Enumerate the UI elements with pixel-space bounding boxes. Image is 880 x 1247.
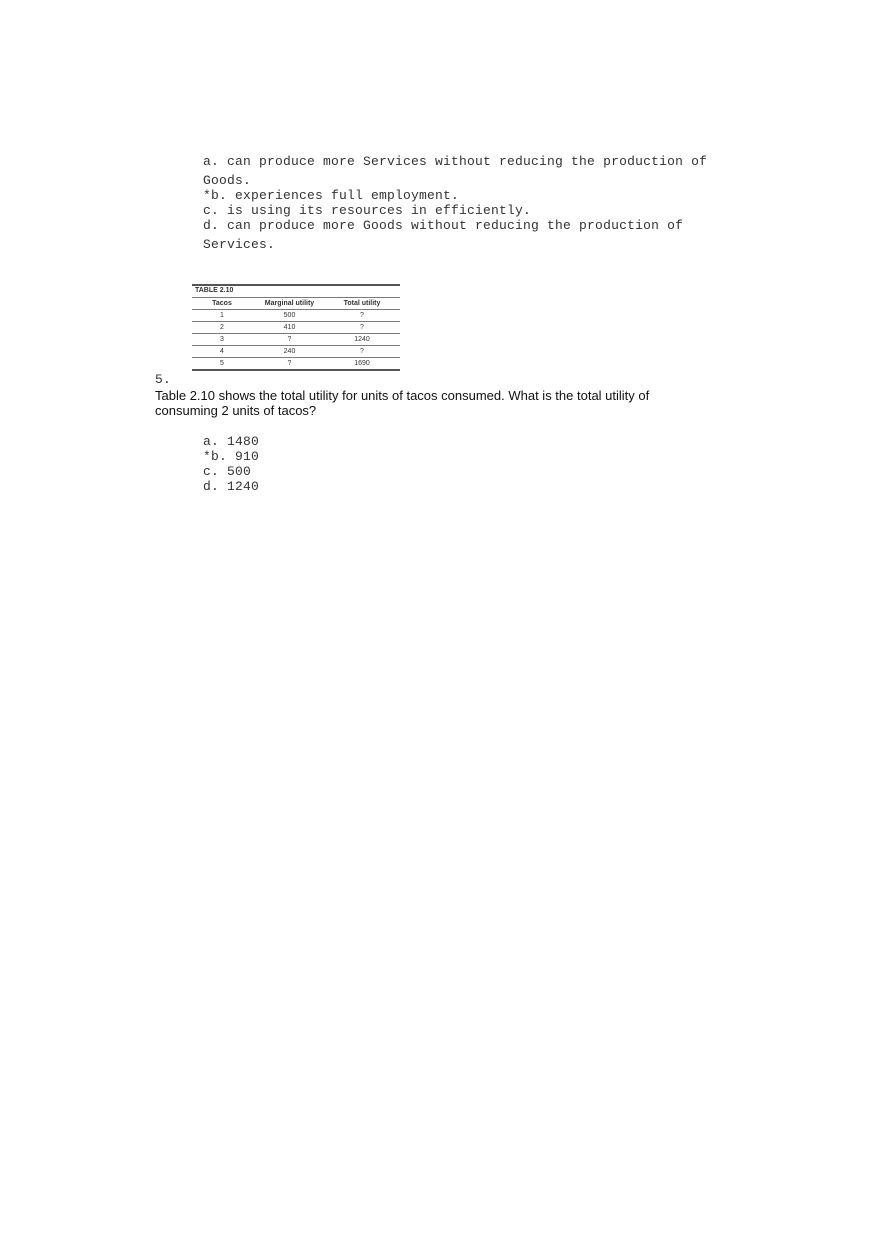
table-cell: 5 bbox=[220, 360, 224, 367]
table-header-top-rule bbox=[192, 297, 400, 298]
answer-option-a: a. 1480 bbox=[203, 434, 260, 449]
table-cell: ? bbox=[360, 348, 364, 355]
table-row-rule bbox=[192, 333, 400, 334]
option-c: c. is using its resources in efficiently. bbox=[203, 203, 532, 218]
option-a-line-2: Goods. bbox=[203, 173, 252, 188]
table-cell: 500 bbox=[283, 312, 296, 319]
question-number: 5. bbox=[155, 372, 172, 387]
table-cell: 410 bbox=[283, 324, 296, 331]
table-cell: 4 bbox=[220, 348, 224, 355]
answer-option-d: d. 1240 bbox=[203, 479, 260, 494]
table-cell: 240 bbox=[283, 348, 296, 355]
table-figure bbox=[192, 284, 400, 370]
table-header-total-utility: Total utility bbox=[343, 300, 381, 307]
table-row-rule bbox=[192, 321, 400, 322]
question-text: Table 2.10 shows the total utility for units of tacos consumed. What is the total utility of consuming 2 units of tacos? bbox=[155, 388, 650, 418]
table-header-bottom-rule bbox=[192, 309, 400, 310]
table-top-rule bbox=[192, 284, 400, 286]
option-d-line-1: d. can produce more Goods without reducing the production of bbox=[203, 218, 684, 233]
table-cell: ? bbox=[287, 360, 292, 367]
table-cell: 1690 bbox=[354, 360, 370, 367]
answer-option-b: *b. 910 bbox=[203, 449, 260, 464]
option-d-line-2: Services. bbox=[203, 237, 276, 252]
table-cell: 3 bbox=[220, 336, 224, 343]
table-row-rule bbox=[192, 345, 400, 346]
table-cell: 2 bbox=[220, 324, 224, 331]
table-row-rule bbox=[192, 357, 400, 358]
table-header-tacos: Tacos bbox=[212, 300, 232, 307]
option-a-line-1: a. can produce more Services without reducing the production of bbox=[203, 154, 708, 169]
table-title: TABLE 2.10 bbox=[195, 287, 234, 294]
table-cell: 1 bbox=[220, 312, 224, 319]
table-cell: ? bbox=[287, 336, 292, 343]
option-b: *b. experiences full employment. bbox=[203, 188, 460, 203]
table-cell: ? bbox=[360, 312, 364, 319]
table-cell: 1240 bbox=[354, 336, 370, 343]
answer-option-c: c. 500 bbox=[203, 464, 252, 479]
table-header-marginal-utility: Marginal utility bbox=[264, 300, 315, 307]
table-bottom-rule bbox=[192, 369, 400, 371]
table-cell: ? bbox=[360, 324, 364, 331]
